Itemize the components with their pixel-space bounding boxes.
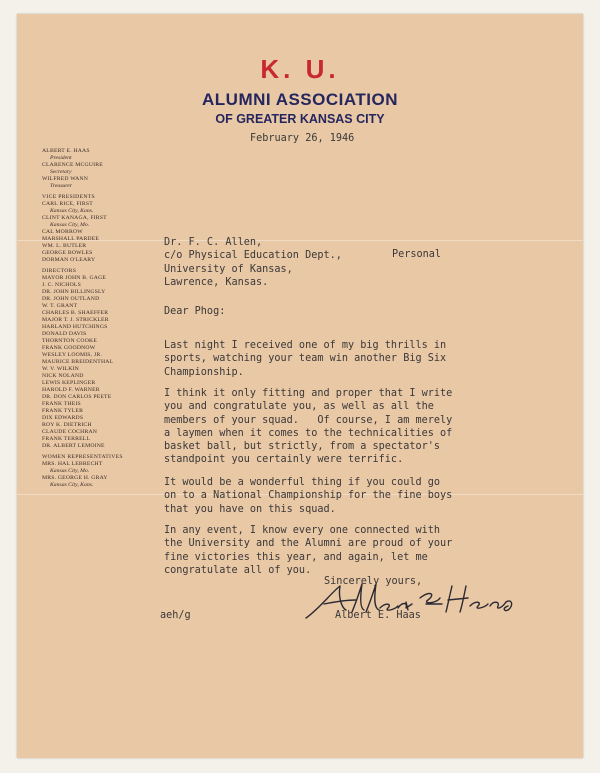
director-name: W. V. WILKIN	[42, 366, 79, 372]
vice-president-name: WM. L. BUTLER	[42, 243, 87, 249]
letter-date: February 26, 1946	[250, 133, 355, 144]
letter-line: the University and the Alumni are proud of your	[164, 538, 453, 550]
address-line: Dr. F. C. Allen,	[164, 237, 263, 248]
officer-title: Secretary	[50, 169, 72, 175]
women-representative-location: Kansas City, Mo.	[50, 468, 90, 474]
signer-name: Albert E. Haas	[335, 610, 421, 621]
vice-president-name: DORMAN O'LEARY	[42, 257, 96, 263]
director-name: ROY K. DIETRICH	[42, 422, 92, 428]
vice-president-location: Kansas City, Mo.	[50, 222, 90, 228]
letter-line: on to a National Championship for the fine boys	[164, 490, 453, 502]
director-name: DR. JOHN BILLINGSLY	[42, 289, 106, 295]
letter-line: It would be a wonderful thing if you could go	[164, 477, 441, 488]
director-name: FRANK GOODNOW	[42, 345, 96, 351]
letter-line: that you have on this squad.	[164, 503, 336, 515]
officers-sidebar	[42, 148, 160, 489]
women-representative-name: MRS. HAL LEBRECHT	[42, 461, 103, 467]
director-name: MAYOR JOHN B. GAGE	[42, 275, 107, 281]
director-name: THORNTON COOKE	[42, 338, 97, 344]
letterhead-ku: K. U.	[260, 54, 340, 84]
vice-president-name: CLINT KANAGA, FIRST	[42, 215, 107, 221]
women-representatives-heading: WOMEN REPRESENTATIVES	[42, 454, 123, 460]
vice-president-name: MARSHALL PARDEE	[42, 236, 100, 242]
letter-paragraph	[164, 339, 446, 379]
director-name: MAURICE BREIDENTHAL	[42, 359, 114, 365]
letterhead-association: ALUMNI ASSOCIATION	[202, 90, 398, 109]
closing: Sincerely yours,	[324, 576, 423, 587]
officer-title: Treasurer	[50, 183, 73, 189]
director-name: W. T. GRANT	[42, 303, 78, 309]
director-name: HAROLD F. WARNER	[42, 387, 100, 393]
letter-line: basket ball, but strictly, from a spectator's	[164, 441, 441, 453]
letter-line: you and congratulate you, as well as all the	[164, 401, 434, 413]
officer-name: ALBERT E. HAAS	[42, 148, 90, 154]
letter-line: Last night I received one of my big thrills in	[164, 340, 447, 351]
address-line: Lawrence, Kansas.	[164, 276, 269, 288]
director-name: FRANK TYLER	[42, 408, 84, 414]
vice-president-name: CARL RICE, FIRST	[42, 201, 93, 207]
address-line: University of Kansas,	[164, 263, 293, 275]
director-name: MAJOR T. J. STRICKLER	[42, 317, 109, 323]
letter-paragraph	[164, 387, 452, 467]
director-name: HARLAND HUTCHINGS	[42, 324, 108, 330]
officer-title: President	[50, 155, 72, 161]
director-name: DR. DON CARLOS PEETE	[42, 394, 112, 400]
director-name: DR. JOHN OUTLAND	[42, 296, 100, 302]
director-name: J. C. NICHOLS	[42, 282, 81, 288]
director-name: FRANK TERRELL	[42, 436, 91, 442]
letter-paragraph	[164, 524, 452, 577]
letter-line: In any event, I know every one connected with	[164, 525, 441, 536]
personal-note: Personal	[392, 249, 442, 260]
letter-line: Championship.	[164, 366, 244, 378]
letter-line: a laymen when it comes to the technicalities of	[164, 427, 453, 439]
salutation: Dear Phog:	[164, 306, 226, 317]
officer-name: WILFRED WANN	[42, 176, 89, 182]
director-name: FRANK THEIS	[42, 401, 81, 407]
vice-president-name: GEORGE BOWLES	[42, 250, 93, 256]
director-name: DIX EDWARDS	[42, 415, 84, 421]
director-name: CLAUDE COCHRAN	[42, 429, 98, 435]
typist-initials: aeh/g	[160, 610, 191, 621]
officer-name: CLARENCE MCGUIRE	[42, 162, 103, 168]
letter-line: standpoint you certainly were terrific.	[164, 454, 404, 466]
women-representative-location: Kansas City, Kans.	[50, 482, 94, 488]
letter-line: I think it only fitting and proper that I write	[164, 388, 453, 399]
recipient-address	[164, 236, 342, 289]
director-name: CHARLES B. SHAEFFER	[42, 310, 109, 316]
letter-page	[17, 14, 583, 758]
address-line: c/o Physical Education Dept.,	[164, 250, 342, 262]
letter-line: fine victories this year, and again, let me	[164, 551, 428, 563]
letter-line: members of your squad. Of course, I am merely	[164, 414, 453, 426]
director-name: DONALD DAVIS	[42, 331, 87, 337]
directors-heading: DIRECTORS	[42, 268, 77, 274]
vice-president-location: Kansas City, Kans.	[50, 208, 94, 214]
letter-line: congratulate all of you.	[164, 564, 312, 576]
director-name: WESLEY LOOMIS, JR.	[42, 352, 102, 358]
vice-president-name: CAL MORROW	[42, 229, 83, 235]
letter-line: sports, watching your team win another Big Six	[164, 353, 447, 365]
vice-presidents-heading: VICE PRESIDENTS	[42, 194, 96, 200]
letterhead-city: OF GREATER KANSAS CITY	[215, 112, 385, 126]
letter-paragraph	[164, 476, 452, 516]
director-name: DR. ALBERT LEMOINE	[42, 443, 105, 449]
director-name: LEWIS KEPLINGER	[42, 380, 96, 386]
women-representative-name: MRS. GEORGE H. GRAY	[42, 475, 108, 481]
director-name: NICK NOLAND	[42, 373, 84, 379]
